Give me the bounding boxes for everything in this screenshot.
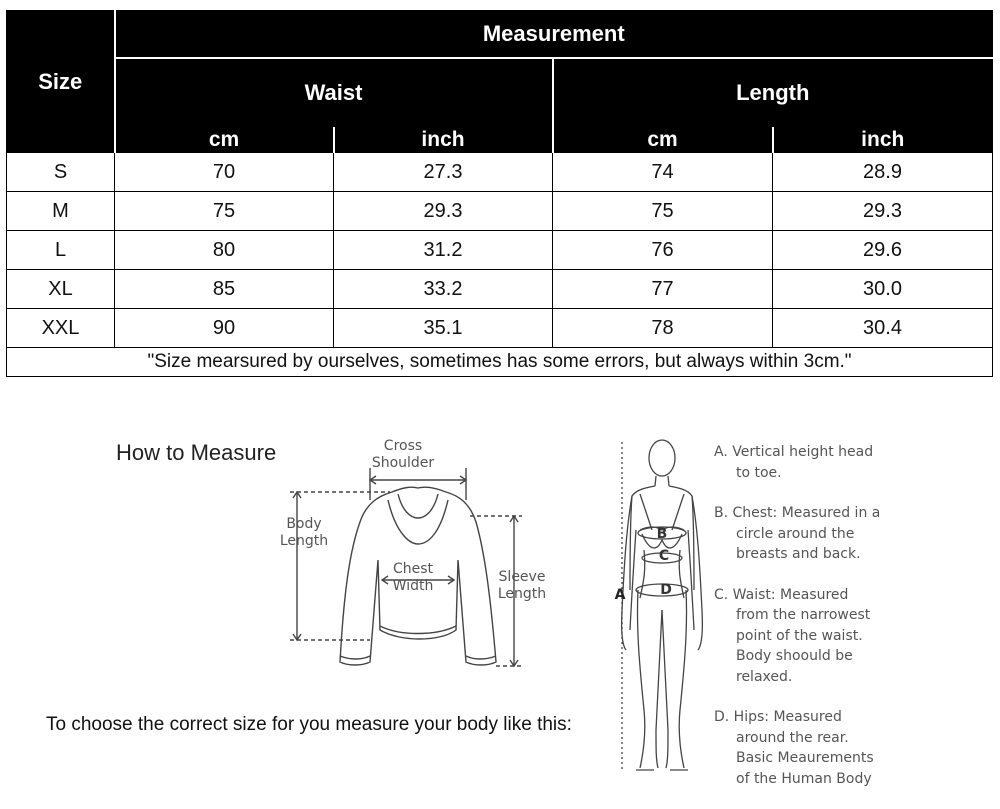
how-to-measure-caption: To choose the correct size for you measure your body like this: (46, 714, 572, 735)
marker-b: B (656, 526, 668, 542)
unit-header-length-inch: inch (773, 128, 993, 153)
length-inch-cell: 28.9 (773, 153, 993, 192)
length-cm-cell: 78 (553, 309, 773, 348)
waist-cm-cell: 90 (115, 309, 334, 348)
legend-item-b: B. Chest: Measured in a circle around the breasts and back. (714, 505, 881, 562)
body-length-label: Body Length (279, 516, 329, 549)
measurement-disclaimer: "Size mearsured by ourselves, sometimes has some errors, but always within 3cm." (7, 348, 993, 377)
length-cm-cell: 77 (553, 270, 773, 309)
size-chart-table (6, 10, 993, 377)
waist-inch-cell: 33.2 (334, 270, 553, 309)
waist-inch-cell: 29.3 (334, 192, 553, 231)
length-group-header: Length (553, 58, 993, 128)
length-inch-cell: 29.6 (773, 231, 993, 270)
unit-header-length-cm: cm (553, 128, 773, 153)
size-column-header: Size (7, 11, 115, 153)
length-cm-cell: 76 (553, 231, 773, 270)
chest-width-label: Chest Width (392, 561, 434, 594)
waist-inch-cell: 31.2 (334, 231, 553, 270)
waist-cm-cell: 85 (115, 270, 334, 309)
unit-header-waist-inch: inch (334, 128, 553, 153)
length-inch-cell: 29.3 (773, 192, 993, 231)
marker-d: D (660, 582, 672, 598)
size-cell: S (7, 153, 115, 192)
size-cell: L (7, 231, 115, 270)
size-cell: XL (7, 270, 115, 309)
legend-item-c: C. Waist: Measured from the narrowest point of the waist. Body shoould be relaxed. (714, 586, 871, 685)
unit-header-waist-cm: cm (115, 128, 334, 153)
legend-item-a: A. Vertical height head to toe. (714, 444, 874, 481)
cross-shoulder-label: Cross Shoulder (371, 438, 435, 471)
table-row (7, 309, 993, 348)
table-row (7, 231, 993, 270)
table-row (7, 270, 993, 309)
length-inch-cell: 30.0 (773, 270, 993, 309)
waist-inch-cell: 27.3 (334, 153, 553, 192)
length-cm-cell: 75 (553, 192, 773, 231)
waist-cm-cell: 75 (115, 192, 334, 231)
sleeve-length-label: Sleeve Length (497, 569, 547, 602)
marker-a: A (614, 587, 626, 603)
waist-cm-cell: 80 (115, 231, 334, 270)
table-row (7, 153, 993, 192)
waist-group-header: Waist (115, 58, 553, 128)
waist-cm-cell: 70 (115, 153, 334, 192)
how-to-measure-title: How to Measure (116, 440, 277, 465)
length-inch-cell: 30.4 (773, 309, 993, 348)
legend-item-d: D. Hips: Measured around the rear. Basic Meaurements of the Human Body (714, 709, 874, 787)
human-body-diagram (600, 430, 710, 780)
measurement-header: Measurement (115, 11, 993, 59)
size-cell: XXL (7, 309, 115, 348)
measurement-legend (714, 442, 984, 809)
size-cell: M (7, 192, 115, 231)
table-row (7, 192, 993, 231)
length-cm-cell: 74 (553, 153, 773, 192)
marker-c: C (658, 548, 670, 564)
waist-inch-cell: 35.1 (334, 309, 553, 348)
